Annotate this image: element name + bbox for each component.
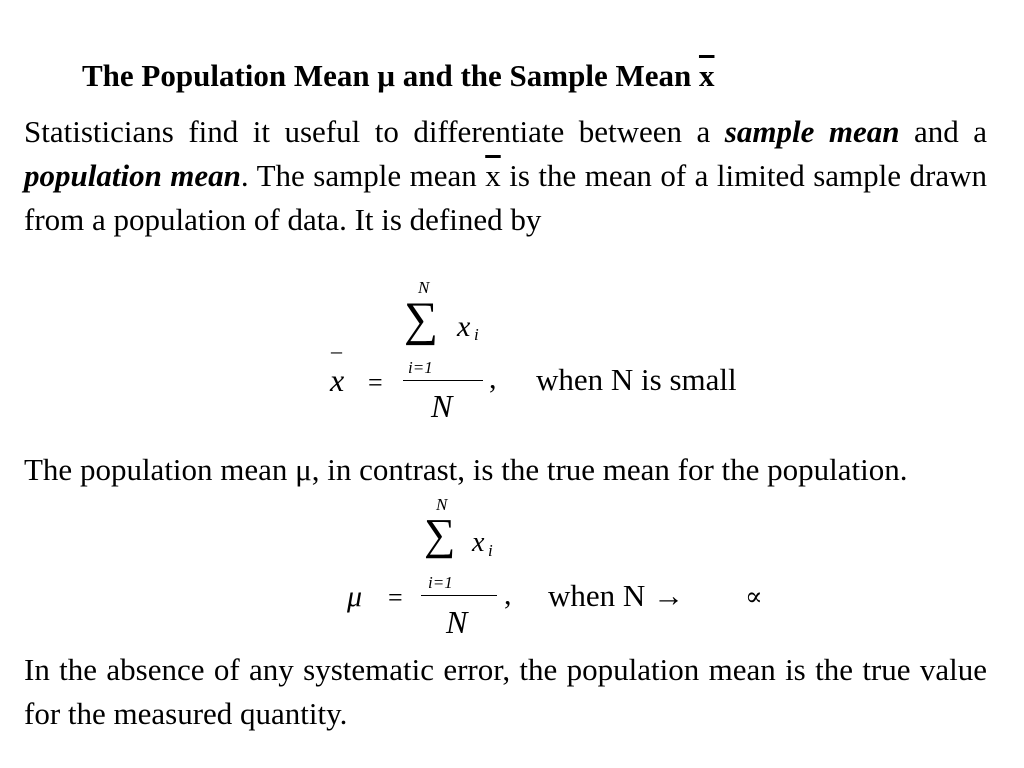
x-bar-overline: – bbox=[331, 338, 342, 363]
sample-mean-symbol: $\overline{x}$ bbox=[485, 158, 501, 193]
intro-text-2: and a bbox=[899, 114, 987, 149]
intro-text-1: Statisticians find it useful to differentiate between a bbox=[24, 114, 725, 149]
formula2-sum-upper: N bbox=[436, 495, 448, 514]
formula2-condition: when N → bbox=[548, 578, 685, 613]
formula2-term-subscript: i bbox=[488, 541, 493, 560]
formula2-sum-sign: ∑ bbox=[424, 510, 456, 559]
formula2-term: x bbox=[472, 527, 485, 558]
formula1-equals: = bbox=[368, 368, 383, 397]
formula2-comma: , bbox=[504, 578, 512, 611]
intro-text-4: is the mean of a limited sample drawn from a population of data. It is defined by bbox=[24, 158, 987, 237]
formula2-lhs: μ bbox=[347, 580, 363, 613]
formula1-term: x bbox=[457, 310, 471, 343]
formula2-fraction-bar bbox=[421, 595, 497, 596]
formula1-fraction-bar bbox=[403, 380, 483, 381]
title-x-bar-symbol: $\overline{x}$ bbox=[698, 58, 715, 93]
formula1-sum-sign: ∑ bbox=[404, 293, 439, 346]
formula2-sum-lower: i=1 bbox=[428, 573, 453, 592]
formula1-sum-upper: N bbox=[418, 278, 430, 297]
formula1-sum-lower: i=1 bbox=[408, 358, 433, 377]
formula2-denominator: N bbox=[446, 604, 468, 640]
formula1-condition: when N is small bbox=[536, 362, 737, 397]
formula1-comma: , bbox=[489, 362, 497, 395]
intro-text-3: . The sample mean bbox=[240, 158, 486, 193]
slide-title bbox=[82, 58, 714, 94]
formula1-term-subscript: i bbox=[474, 325, 479, 344]
title-text: The Population Mean μ and the Sample Mean bbox=[82, 58, 699, 93]
formula1-denominator: N bbox=[431, 388, 453, 424]
intro-paragraph bbox=[24, 110, 987, 242]
formula1-lhs: x bbox=[330, 362, 345, 398]
formula2-limit-symbol: ∝ bbox=[745, 582, 763, 611]
term-population-mean: population mean bbox=[24, 158, 241, 193]
formula2-equals: = bbox=[388, 583, 403, 612]
conclusion-paragraph: In the absence of any systematic error, the population mean is the true value for the measured quantity. bbox=[24, 652, 987, 731]
population-mean-paragraph: The population mean μ, in contrast, is the true mean for the population. bbox=[24, 452, 908, 487]
term-sample-mean: sample mean bbox=[724, 114, 900, 149]
